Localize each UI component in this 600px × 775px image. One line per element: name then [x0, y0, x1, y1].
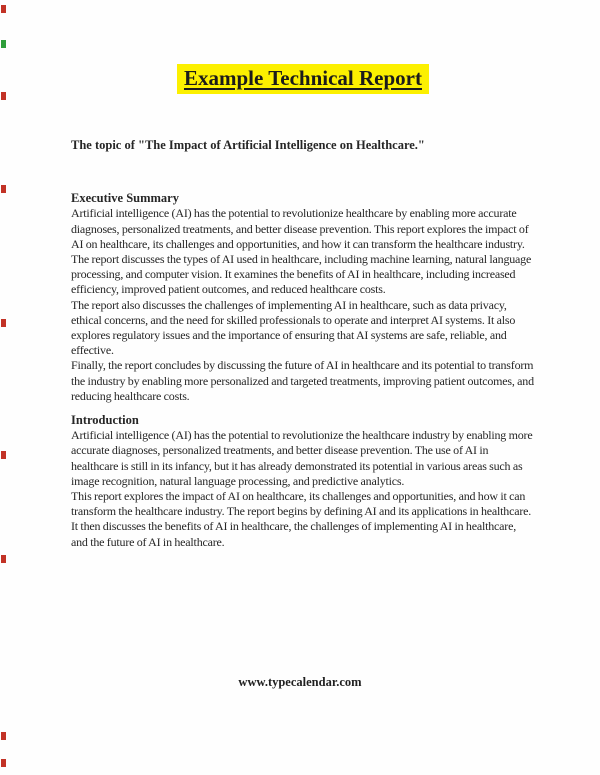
report-content [71, 0, 535, 550]
introduction-paragraph-1: Artificial intelligence (AI) has the potential to revolutionize the healthcare industry by enabling more accurate diagnoses, personalized treatments, and better disease prevention. The use of AI in healthcare is still in its infancy, but it has already demonstrated its potential in various areas such as image recognition, natural language processing, and predictive analytics. [71, 428, 533, 488]
report-topic-line: The topic of "The Impact of Artificial Intelligence on Healthcare." [71, 138, 425, 152]
executive-summary-paragraph-2: The report discusses the types of AI used in healthcare, including machine learning, natural language processing, and computer vision. It examines the benefits of AI in healthcare, including increased efficiency, improved patient outcomes, and reduced healthcare costs. [71, 252, 532, 297]
edge-artifact-mark [1, 759, 6, 767]
edge-artifact-mark [1, 319, 6, 327]
heading-executive-summary: Executive Summary [71, 191, 179, 206]
heading-introduction: Introduction [71, 413, 139, 428]
executive-summary-paragraph-4: Finally, the report concludes by discussing the future of AI in healthcare and its potential to transform the industry by enabling more personalized and targeted treatments, improving patient outcomes, and reducing healthcare costs. [71, 358, 534, 403]
edge-artifact-mark [1, 5, 6, 13]
edge-artifact-mark [1, 555, 6, 563]
edge-artifact-mark [1, 185, 6, 193]
report-title: Example Technical Report [177, 64, 429, 94]
edge-artifact-mark [1, 40, 6, 48]
edge-artifact-mark [1, 732, 6, 740]
edge-artifact-mark [1, 451, 6, 459]
title-row [71, 0, 535, 94]
executive-summary-paragraph-3: The report also discusses the challenges of implementing AI in healthcare, such as data privacy, ethical concerns, and the need for skilled professionals to operate and interpret AI systems. It also explores regulatory issues and the importance of ensuring that AI systems are safe, reliable, and effective. [71, 297, 516, 358]
introduction-paragraph-2: This report explores the impact of AI on healthcare, its challenges and opportunities, and how it can transform the healthcare industry. The report begins by defining AI and its applications in healthcare. It then discusses the benefits of AI in healthcare, the challenges of implementing AI in healthcare, and the future of AI in healthcare. [71, 489, 532, 549]
footer-website-url: www.typecalendar.com [238, 675, 362, 689]
executive-summary-paragraph-1: Artificial intelligence (AI) has the potential to revolutionize healthcare by enabling more accurate diagnoses, personalized treatments, and better disease prevention. This report explores the impact of AI on healthcare, its challenges and opportunities, and how it can transform the healthcare industry. [71, 206, 529, 251]
edge-artifact-mark [1, 92, 6, 100]
